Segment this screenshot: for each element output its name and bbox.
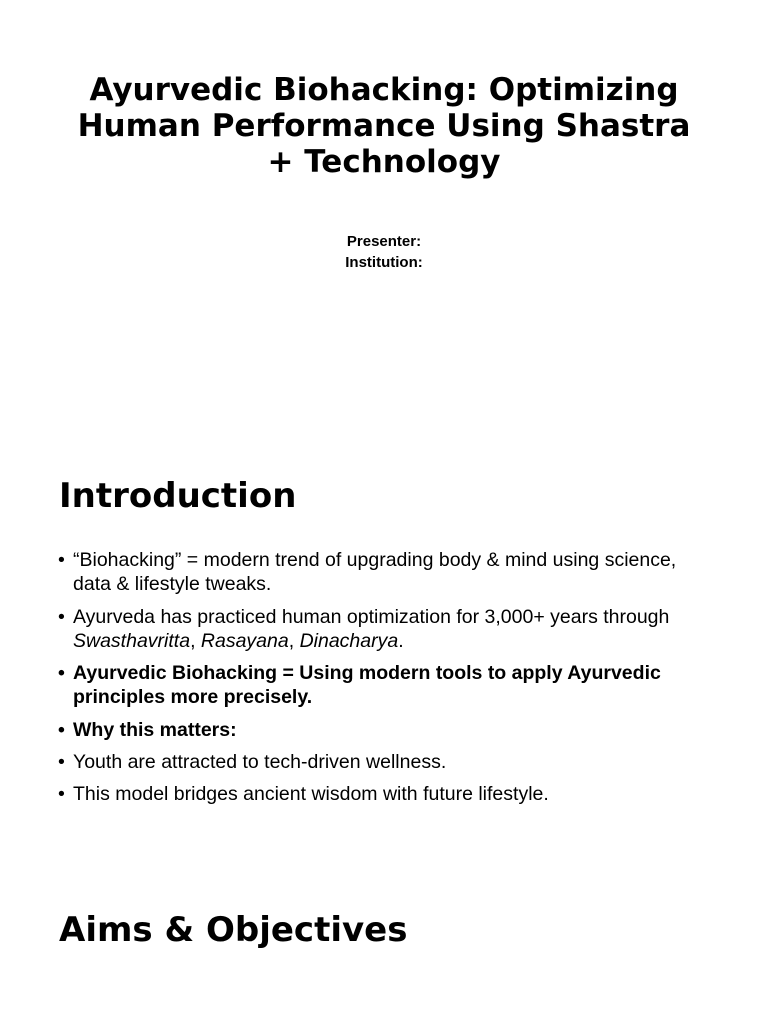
list-item bbox=[58, 750, 718, 774]
institution-label: Institution: bbox=[345, 254, 423, 271]
term-separator: , bbox=[190, 629, 201, 652]
bullet-text: This model bridges ancient wisdom with future lifestyle. bbox=[73, 783, 549, 805]
bullet-icon: • bbox=[58, 783, 65, 805]
term-rasayana: Rasayana bbox=[200, 629, 289, 652]
bullet-icon: • bbox=[58, 718, 65, 741]
list-item bbox=[58, 782, 718, 806]
bullet-icon: • bbox=[58, 605, 65, 628]
aims-slide bbox=[0, 868, 768, 1024]
term-dinacharya: Dinacharya bbox=[299, 629, 399, 652]
list-item bbox=[58, 605, 718, 653]
bullet-text-prefix: Ayurveda has practiced human optimization for 3,000+ years through bbox=[73, 605, 670, 628]
introduction-heading: Introduction bbox=[59, 476, 297, 516]
bullet-text: Why this matters: bbox=[73, 718, 237, 741]
title-meta bbox=[0, 231, 768, 273]
title-slide bbox=[0, 0, 768, 434]
aims-heading: Aims & Objectives bbox=[59, 910, 408, 950]
list-item bbox=[58, 661, 718, 709]
term-swasthavritta: Swasthavritta bbox=[73, 629, 191, 652]
presentation-title: Ayurvedic Biohacking: Optimizing Human Performance Using Shastra + Technology bbox=[77, 72, 691, 180]
list-item bbox=[58, 548, 718, 596]
presenter-label: Presenter: bbox=[346, 233, 422, 250]
bullet-text: “Biohacking” = modern trend of upgrading body & mind using science, data & lifestyle tweaks. bbox=[73, 549, 677, 595]
introduction-bullet-list bbox=[58, 548, 718, 815]
introduction-slide bbox=[0, 434, 768, 868]
bullet-text: Ayurvedic Biohacking = Using modern tools to apply Ayurvedic principles more precisely. bbox=[73, 662, 661, 708]
bullet-icon: • bbox=[58, 549, 65, 571]
list-item bbox=[58, 718, 718, 742]
bullet-text-suffix: . bbox=[398, 629, 404, 652]
bullet-text: Youth are attracted to tech-driven wellness. bbox=[73, 750, 447, 773]
bullet-text bbox=[73, 606, 669, 652]
bullet-icon: • bbox=[58, 662, 65, 684]
bullet-icon: • bbox=[58, 750, 65, 773]
term-separator: , bbox=[288, 629, 300, 652]
